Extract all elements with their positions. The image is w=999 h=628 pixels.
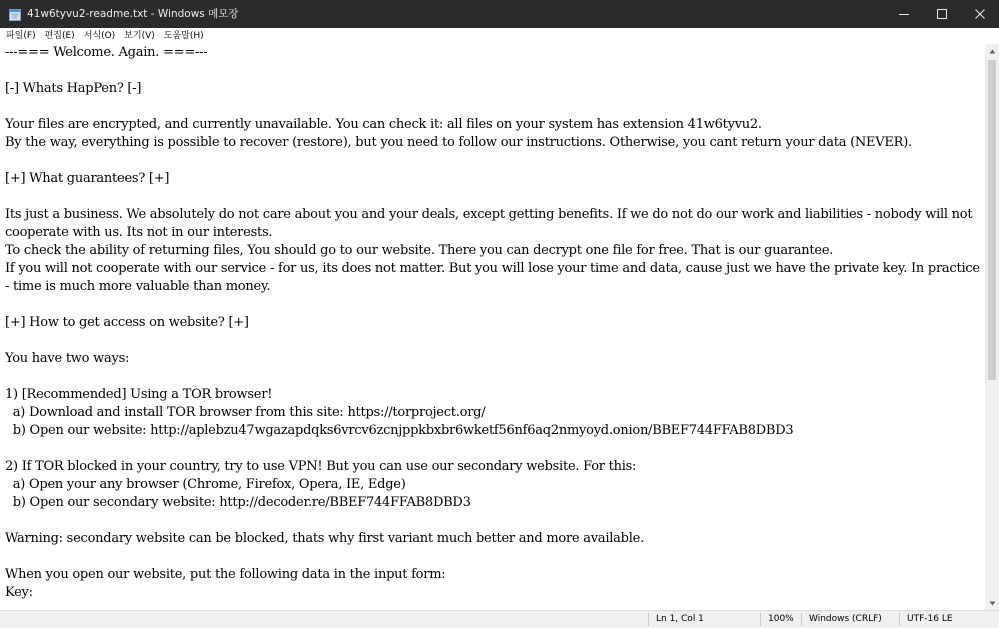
menu-format[interactable]: 서식(O): [83, 31, 116, 41]
status-separator: [760, 613, 761, 626]
menu-bar: [0, 28, 999, 44]
scroll-up-button[interactable]: [985, 44, 999, 58]
close-button[interactable]: [961, 0, 999, 28]
notepad-icon[interactable]: [8, 7, 22, 21]
text-editor[interactable]: [0, 44, 985, 610]
menu-help[interactable]: 도움말(H): [163, 31, 204, 41]
scroll-down-button[interactable]: [985, 596, 999, 610]
window-title: 41w6tyvu2-readme.txt - Windows 메모장: [27, 8, 239, 20]
close-icon: [975, 9, 985, 19]
minimize-icon: [899, 9, 909, 19]
cursor-position: Ln 1, Col 1: [656, 614, 704, 624]
encoding: UTF-16 LE: [907, 614, 953, 624]
maximize-icon: [937, 9, 947, 19]
scroll-up-icon: [989, 49, 996, 54]
menu-file[interactable]: 파일(F): [6, 31, 36, 41]
scroll-thumb[interactable]: [988, 60, 996, 380]
status-separator: [801, 613, 802, 626]
status-separator: [899, 613, 900, 626]
zoom-level: 100%: [768, 614, 794, 624]
document-text[interactable]: ---=== Welcome. Again. ===--- [-] Whats HapPen? [-] Your files are encrypted, and currently unavailable. You can check it: all files on your system has extension 41w6tyvu2. By the way, everything is possible to recover (restore), but you need to follow our instructions. Otherwise, you cant return your data (NEVER). [+] What guarantees? [+] Its just a business. We absolutely do not care about you and your deals, except getting benefits. If we do not do our work and liabilities - nobody will not cooperate with us. Its not in our interests. To check the ability of returning files, You should go to our website. There you can decrypt one file for free. That is our guarantee. If you will not cooperate with our service - for us, its does not matter. But you will lose your time and data, cause just we have the private key. In practice - time is much more valuable than money. [+] How to get access on website? [+] You have two ways: 1) [Recommended] Using a TOR browser! a) Download and install TOR browser from this site: https://torproject.org/ b) Open our website: http://aplebzu47wgazapdqks6vrcv6zcnjppkbxbr6wketf56nf6aq2nmyoyd.onion/BBEF744FFAB8DBD3 2) If TOR blocked in your country, try to use VPN! But you can use our secondary website. For this: a) Open your any browser (Chrome, Firefox, Opera, IE, Edge) b) Open our secondary website: http://decoder.re/BBEF744FFAB8DBD3 Warning: secondary website can be blocked, thats why first variant much better and more available. When you open our website, put the following data in the input form: Key:: [5, 45, 980, 600]
status-separator: [648, 613, 649, 626]
menu-edit[interactable]: 편집(E): [44, 31, 75, 41]
line-ending: Windows (CRLF): [809, 614, 882, 624]
menu-view[interactable]: 보기(V): [124, 31, 155, 41]
title-bar[interactable]: [0, 0, 999, 28]
maximize-button[interactable]: [923, 0, 961, 28]
vertical-scrollbar[interactable]: [985, 44, 999, 610]
scroll-down-icon: [989, 601, 996, 606]
status-bar: [0, 610, 999, 628]
minimize-button[interactable]: [885, 0, 923, 28]
